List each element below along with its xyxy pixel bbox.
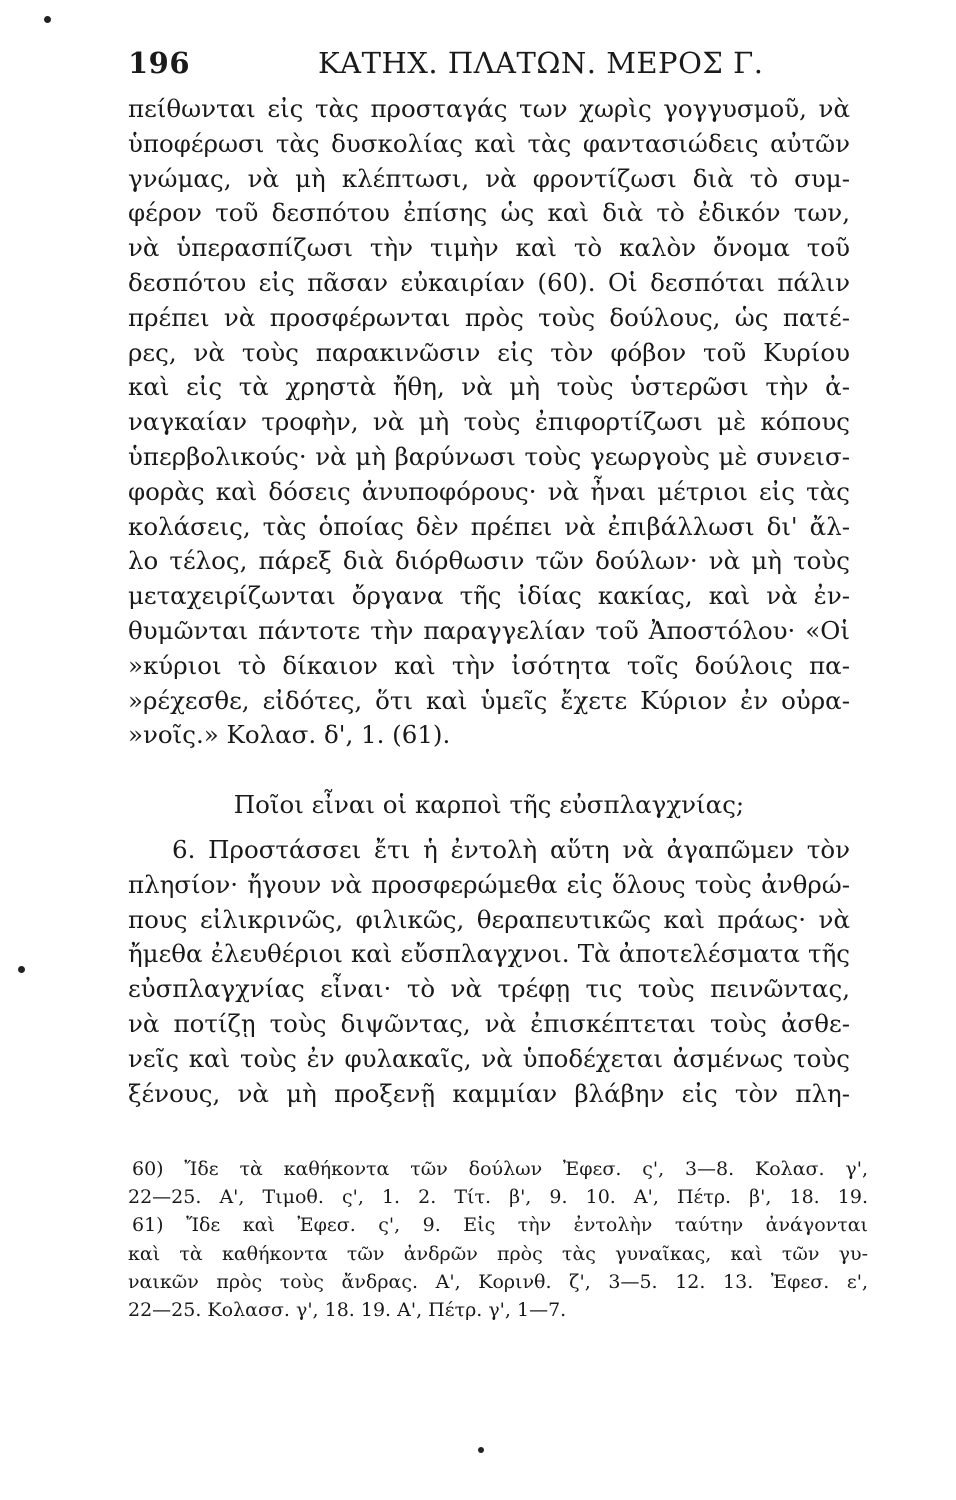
text-line: νεῖς καὶ τοὺς ἐν φυλακαῖς, νὰ ὑποδέχεται ἀσμένως τοὺς [128,1043,850,1073]
text-line: κολάσεις, τὰς ὁποίας δὲν πρέπει νὰ ἐπιβάλλωσι δι' ἄλ- [128,511,850,541]
page-number: 196 [128,46,191,80]
text-line: λο τέλος, πάρεξ διὰ διόρθωσιν τῶν δούλων· νὰ μὴ τοὺς [128,546,850,576]
text-line: ξένους, νὰ μὴ προξενῇ καμμίαν βλάβην εἰς τὸν πλη- [128,1078,850,1108]
text-line: 6. Προστάσσει ἔτι ἡ ἐντολὴ αὕτη νὰ ἀγαπῶμεν τὸν [172,835,850,864]
text-line: πους εἰλικρινῶς, φιλικῶς, θεραπευτικῶς καὶ πράως· νὰ [128,904,850,934]
footnote-line: ναικῶν πρὸς τοὺς ἄνδρας. Α', Κορινθ. ζ', 3—5. 12. 13. Ἐφεσ. ε', [128,1270,868,1293]
running-title: ΚΑΤΗΧ. ΠΛΑΤΩΝ. ΜΕΡΟΣ Γ. [318,46,764,80]
footnote-line: καὶ τὰ καθήκοντα τῶν ἀνδρῶν πρὸς τὰς γυναῖκας, καὶ τῶν γυ- [128,1242,868,1265]
text-line: ρες, νὰ τοὺς παρακινῶσιν εἰς τὸν φόβον τοῦ Κυρίου [128,337,850,367]
text-line: θυμῶνται πάντοτε τὴν παραγγελίαν τοῦ Ἀποστόλου· «Οἱ [128,615,850,645]
text-line: »ρέχεσθε, εἰδότες, ὅτι καὶ ὑμεῖς ἔχετε Κύριον ἐν οὐρα- [128,685,850,715]
text-line: δεσπότου εἰς πᾶσαν εὐκαιρίαν (60). Οἱ δεσπόται πάλιν [128,267,850,297]
margin-dot-left [18,966,25,973]
footnotes [128,1155,868,1324]
text-line: φορὰς καὶ δόσεις ἀνυποφόρους· νὰ ἦναι μέτριοι εἰς τὰς [128,476,850,506]
text-line: καὶ εἰς τὰ χρηστὰ ἤθη, νὰ μὴ τοὺς ὑστερῶσι τὴν ἀ- [128,372,850,402]
text-line: ἤμεθα ἐλευθέριοι καὶ εὔσπλαγχνοι. Τὰ ἀποτελέσματα τῆς [128,939,850,969]
text-line: εὐσπλαγχνίας εἶναι· τὸ νὰ τρέφῃ τις τοὺς πεινῶντας, [128,974,850,1004]
text-line: »νοῖς.» Κολασ. δ', 1. (61). [128,720,451,750]
text-line: φέρον τοῦ δεσπότου ἐπίσης ὡς καὶ διὰ τὸ ἐδικόν των, [128,198,850,228]
text-line: νὰ ποτίζῃ τοὺς διψῶντας, νὰ ἐπισκέπτεται τοὺς ἀσθε- [128,1008,850,1038]
margin-dot-top [44,16,51,23]
main-text-block [128,92,850,753]
text-line: νὰ ὑπερασπίζωσι τὴν τιμὴν καὶ τὸ καλὸν ὄνομα τοῦ [128,233,850,263]
running-head [128,46,818,86]
footnote-line: 22—25. Α', Τιμοθ. ς', 1. 2. Τίτ. β', 9. 10. Α', Πέτρ. β', 18. 19. [128,1186,868,1209]
text-line: μεταχειρίζωνται ὄργανα τῆς ἰδίας κακίας, καὶ νὰ ἐν- [128,581,850,611]
text-line: πλησίον· ἤγουν νὰ προσφερώμεθα εἰς ὅλους τοὺς ἀνθρώ- [128,869,850,899]
margin-dot-bottom [478,1447,484,1453]
footnote-line: 60) Ἴδε τὰ καθήκοντα τῶν δούλων Ἐφεσ. ς', 3—8. Κολασ. γ', [132,1158,868,1180]
text-line: πείθωνται εἰς τὰς προσταγάς των χωρὶς γογγυσμοῦ, νὰ [128,94,850,123]
footnote-line: 61) Ἴδε καὶ Ἐφεσ. ς', 9. Εἰς τὴν ἐντολὴν ταύτην ἀνάγονται [132,1214,868,1237]
text-line: γνώμας, νὰ μὴ κλέπτωσι, νὰ φροντίζωσι διὰ τὸ συμ- [128,163,850,193]
paragraph-6 [128,832,850,1110]
text-line: ναγκαίαν τροφὴν, νὰ μὴ τοὺς ἐπιφορτίζωσι μὲ κόπους [128,407,850,437]
text-line: »κύριοι τὸ δίκαιον καὶ τὴν ἰσότητα τοῖς δούλοις πα- [128,650,850,680]
text-line: ὑπερβολικούς· νὰ μὴ βαρύνωσι τοὺς γεωργοὺς μὲ συνεισ- [128,441,850,471]
text-line: πρέπει νὰ προσφέρωνται πρὸς τοὺς δούλους, ὡς πατέ- [128,302,850,332]
question-heading: Ποῖοι εἶναι οἱ καρποὶ τῆς εὐσπλαγχνίας; [233,790,745,819]
footnote-line: 22—25. Κολασσ. γ', 18. 19. Α', Πέτρ. γ', 1—7. [128,1299,567,1322]
text-line: ὑποφέρωσι τὰς δυσκολίας καὶ τὰς φαντασιώδεις αὐτῶν [128,128,850,158]
